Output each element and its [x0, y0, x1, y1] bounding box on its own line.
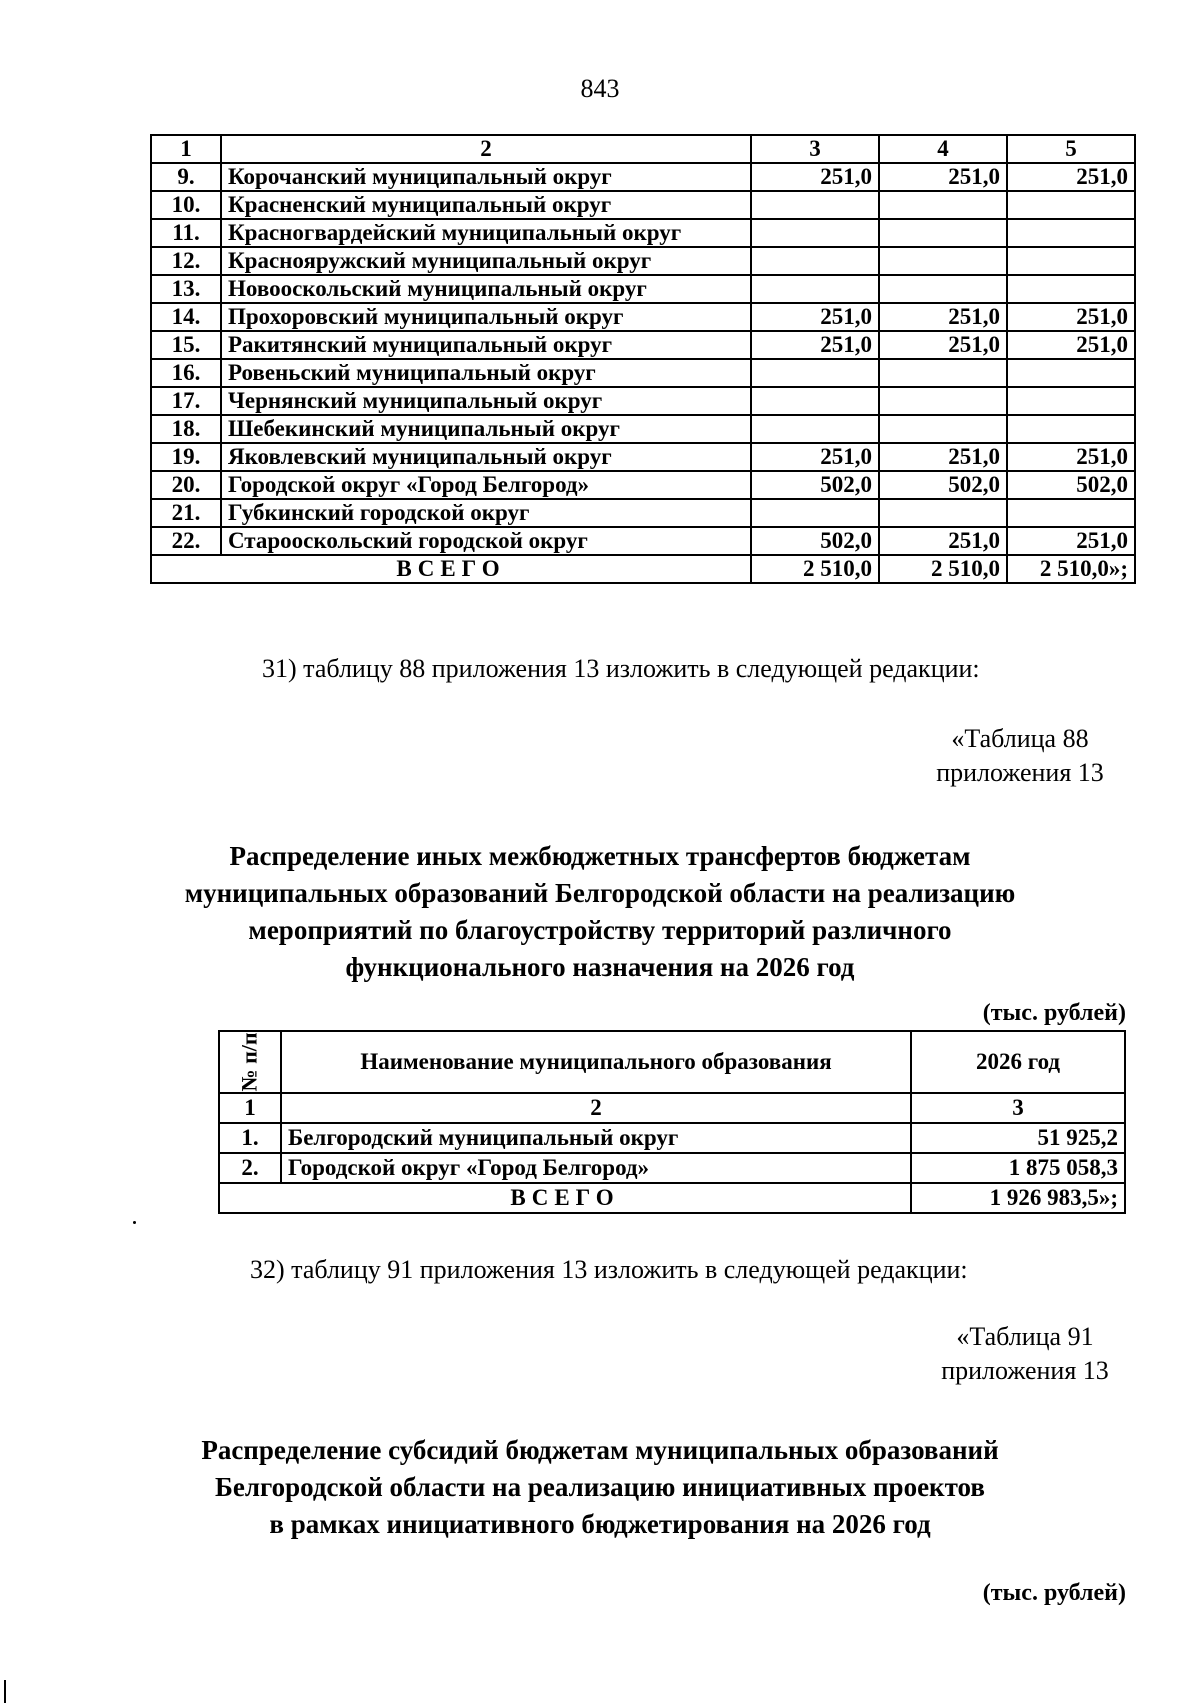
row-value-cell: 251,0 — [879, 303, 1007, 331]
column-number-cell: 1 — [219, 1093, 281, 1123]
table-row — [151, 527, 1135, 555]
row-name-cell: Ровеньский муниципальный округ — [221, 359, 751, 387]
heading-line: Распределение иных межбюджетных трансфертов бюджетам — [229, 841, 971, 871]
header-cell-name: Наименование муниципального образования — [281, 1031, 911, 1093]
column-number-row — [219, 1093, 1125, 1123]
row-name-cell: Краснояружский муниципальный округ — [221, 247, 751, 275]
scan-mark — [4, 1680, 6, 1703]
row-number-cell: 20. — [151, 471, 221, 499]
row-value-cell — [751, 247, 879, 275]
row-value-cell: 251,0 — [751, 331, 879, 359]
header-cell: 2 — [221, 135, 751, 163]
row-value-cell — [751, 499, 879, 527]
row-value-cell: 502,0 — [751, 471, 879, 499]
row-name-cell: Городской округ «Город Белгород» — [281, 1153, 911, 1183]
table-91-caption — [905, 1322, 1145, 1386]
row-name-cell: Старооскольский городской округ — [221, 527, 751, 555]
table-88-heading — [0, 838, 1200, 986]
row-value-cell — [751, 191, 879, 219]
row-number-cell: 12. — [151, 247, 221, 275]
row-number-cell: 13. — [151, 275, 221, 303]
row-number-cell: 22. — [151, 527, 221, 555]
page-number: 843 — [580, 74, 620, 103]
row-value-cell — [1007, 191, 1135, 219]
row-value-cell — [751, 275, 879, 303]
row-value-cell: 251,0 — [1007, 331, 1135, 359]
row-value-cell: 251,0 — [1007, 303, 1135, 331]
table-row — [151, 191, 1135, 219]
row-value-cell: 251,0 — [879, 527, 1007, 555]
heading-line: Распределение субсидий бюджетам муниципальных образований — [201, 1435, 999, 1465]
scan-dot — [133, 1221, 136, 1224]
row-value-cell — [879, 415, 1007, 443]
table-row — [151, 303, 1135, 331]
row-number-cell: 16. — [151, 359, 221, 387]
heading-line: в рамках инициативного бюджетирования на 2026 год — [269, 1509, 931, 1539]
row-value-cell: 251,0 — [879, 163, 1007, 191]
row-value-cell: 251,0 — [879, 443, 1007, 471]
row-value-cell — [879, 499, 1007, 527]
caption-line: «Таблица 88 — [951, 724, 1089, 753]
header-number-label: № п/п — [236, 1032, 262, 1092]
row-name-cell: Новооскольский муниципальный округ — [221, 275, 751, 303]
row-value-cell: 251,0 — [879, 331, 1007, 359]
caption-line: «Таблица 91 — [956, 1322, 1094, 1351]
row-value-cell: 51 925,2 — [911, 1123, 1125, 1153]
row-name-cell: Белгородский муниципальный округ — [281, 1123, 911, 1153]
row-number-cell: 11. — [151, 219, 221, 247]
total-row — [151, 555, 1135, 583]
row-value-cell — [879, 247, 1007, 275]
table-row — [151, 275, 1135, 303]
header-cell-year: 2026 год — [911, 1031, 1125, 1093]
row-value-cell: 502,0 — [879, 471, 1007, 499]
row-value-cell: 251,0 — [1007, 443, 1135, 471]
row-value-cell — [879, 359, 1007, 387]
row-value-cell — [751, 219, 879, 247]
row-name-cell: Красногвардейский муниципальный округ — [221, 219, 751, 247]
row-value-cell — [879, 387, 1007, 415]
header-cell: 5 — [1007, 135, 1135, 163]
heading-line: мероприятий по благоустройству территорий различного — [248, 915, 952, 945]
row-number-cell: 21. — [151, 499, 221, 527]
header-cell-number — [219, 1031, 281, 1093]
row-value-cell — [1007, 359, 1135, 387]
header-cell: 4 — [879, 135, 1007, 163]
total-row — [219, 1183, 1125, 1213]
table-row — [151, 359, 1135, 387]
total-value-cell: 1 926 983,5»; — [911, 1183, 1125, 1213]
paragraph-31: 31) таблицу 88 приложения 13 изложить в следующей редакции: — [262, 654, 980, 683]
row-value-cell — [879, 275, 1007, 303]
heading-line: муниципальных образований Белгородской области на реализацию — [184, 878, 1016, 908]
row-value-cell — [1007, 247, 1135, 275]
row-value-cell — [751, 415, 879, 443]
table-row — [151, 331, 1135, 359]
column-number-cell: 2 — [281, 1093, 911, 1123]
table-row — [219, 1153, 1125, 1183]
heading-line: функционального назначения на 2026 год — [345, 952, 855, 982]
unit-label: (тыс. рублей) — [982, 1000, 1126, 1026]
table-row — [151, 163, 1135, 191]
row-value-cell — [1007, 415, 1135, 443]
table-row — [151, 247, 1135, 275]
table-row — [151, 387, 1135, 415]
row-number-cell: 19. — [151, 443, 221, 471]
row-value-cell — [879, 191, 1007, 219]
table-91-heading — [0, 1432, 1200, 1543]
table-row — [151, 443, 1135, 471]
caption-line: приложения 13 — [936, 758, 1104, 787]
row-name-cell: Шебекинский муниципальный округ — [221, 415, 751, 443]
table-row — [151, 415, 1135, 443]
row-number-cell: 9. — [151, 163, 221, 191]
header-cell: 1 — [151, 135, 221, 163]
table-header-row — [219, 1031, 1125, 1093]
table-header-row — [151, 135, 1135, 163]
row-value-cell — [1007, 219, 1135, 247]
unit-label: (тыс. рублей) — [982, 1580, 1126, 1606]
row-value-cell — [1007, 499, 1135, 527]
row-value-cell: 251,0 — [751, 163, 879, 191]
row-value-cell: 251,0 — [751, 443, 879, 471]
row-name-cell: Корочанский муниципальный округ — [221, 163, 751, 191]
row-name-cell: Прохоровский муниципальный округ — [221, 303, 751, 331]
row-number-cell: 17. — [151, 387, 221, 415]
row-name-cell: Яковлевский муниципальный округ — [221, 443, 751, 471]
table-row — [151, 219, 1135, 247]
paragraph-32: 32) таблицу 91 приложения 13 изложить в следующей редакции: — [250, 1255, 968, 1284]
row-value-cell — [751, 387, 879, 415]
row-value-cell — [1007, 387, 1135, 415]
row-number-cell: 1. — [219, 1123, 281, 1153]
table-row — [219, 1123, 1125, 1153]
row-number-cell: 15. — [151, 331, 221, 359]
row-value-cell — [879, 219, 1007, 247]
row-value-cell — [751, 359, 879, 387]
header-cell: 3 — [751, 135, 879, 163]
total-label: ВСЕГО — [151, 555, 751, 583]
total-label: ВСЕГО — [219, 1183, 911, 1213]
table-88 — [218, 1030, 1126, 1214]
table-88-caption — [900, 724, 1140, 788]
row-number-cell: 14. — [151, 303, 221, 331]
row-number-cell: 18. — [151, 415, 221, 443]
row-name-cell: Городской округ «Город Белгород» — [221, 471, 751, 499]
row-value-cell: 251,0 — [1007, 527, 1135, 555]
row-name-cell: Чернянский муниципальный округ — [221, 387, 751, 415]
row-number-cell: 2. — [219, 1153, 281, 1183]
row-name-cell: Губкинский городской округ — [221, 499, 751, 527]
row-value-cell: 251,0 — [751, 303, 879, 331]
table-row — [151, 499, 1135, 527]
row-name-cell: Ракитянский муниципальный округ — [221, 331, 751, 359]
table-distribution-part — [150, 134, 1136, 584]
heading-line: Белгородской области на реализацию инициативных проектов — [215, 1472, 985, 1502]
row-value-cell: 502,0 — [1007, 471, 1135, 499]
row-value-cell: 1 875 058,3 — [911, 1153, 1125, 1183]
total-value-cell: 2 510,0»; — [1007, 555, 1135, 583]
total-value-cell: 2 510,0 — [879, 555, 1007, 583]
caption-line: приложения 13 — [941, 1356, 1109, 1385]
table-row — [151, 471, 1135, 499]
row-number-cell: 10. — [151, 191, 221, 219]
row-value-cell: 502,0 — [751, 527, 879, 555]
row-name-cell: Красненский муниципальный округ — [221, 191, 751, 219]
column-number-cell: 3 — [911, 1093, 1125, 1123]
row-value-cell — [1007, 275, 1135, 303]
total-value-cell: 2 510,0 — [751, 555, 879, 583]
row-value-cell: 251,0 — [1007, 163, 1135, 191]
